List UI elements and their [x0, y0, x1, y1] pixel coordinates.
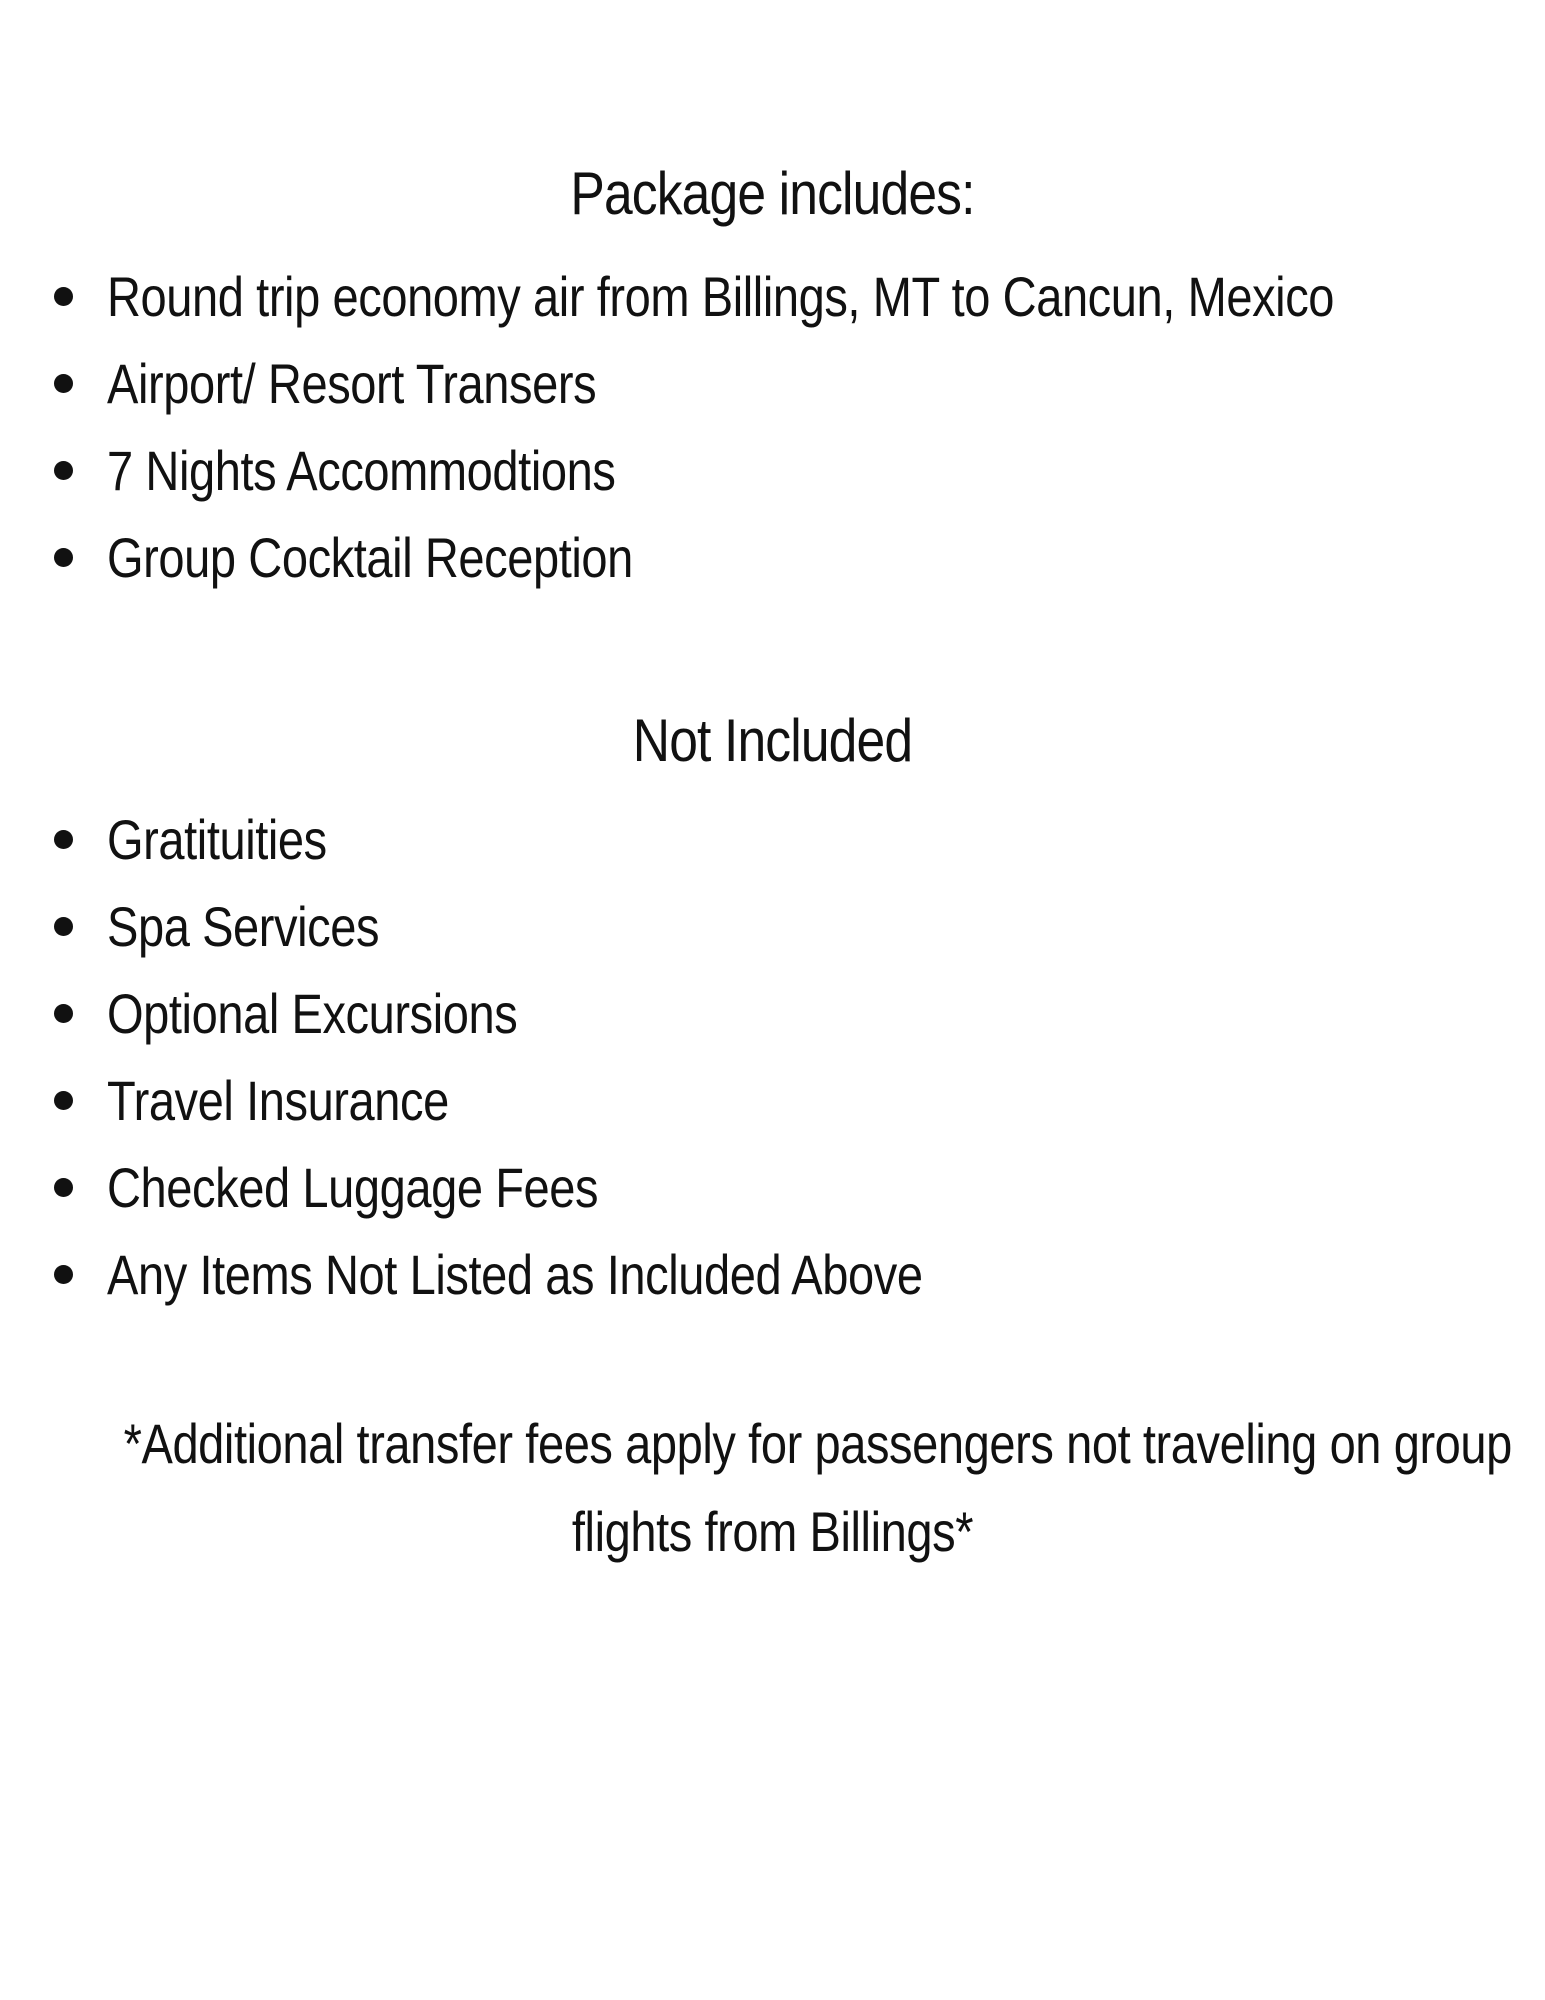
list-item — [0, 1148, 1545, 1235]
bullet-icon — [54, 287, 73, 306]
not-included-list — [0, 800, 1545, 1322]
list-item-text: Group Cocktail Reception — [107, 526, 633, 589]
included-list — [0, 257, 1545, 605]
list-item-text: Round trip economy air from Billings, MT to Cancun, Mexico — [107, 265, 1335, 328]
list-item — [0, 1061, 1545, 1148]
bullet-icon — [54, 917, 73, 936]
bullet-icon — [54, 548, 73, 567]
not-included-heading: Not Included — [632, 707, 913, 774]
list-item-text: Spa Services — [107, 895, 380, 958]
bullet-icon — [54, 1265, 73, 1284]
footnote-line-2: flights from Billings* — [571, 1500, 974, 1563]
bullet-icon — [54, 1178, 73, 1197]
footnote — [0, 1400, 1545, 1576]
included-heading: Package includes: — [570, 160, 975, 227]
bullet-icon — [54, 374, 73, 393]
list-item — [0, 431, 1545, 518]
footnote-line-1: *Additional transfer fees apply for passengers not traveling on group — [123, 1412, 1512, 1475]
list-item-text: 7 Nights Accommodtions — [107, 439, 616, 502]
bullet-icon — [54, 830, 73, 849]
list-item — [0, 257, 1545, 344]
list-item — [0, 344, 1545, 431]
bullet-icon — [54, 461, 73, 480]
list-item-text: Airport/ Resort Transers — [107, 352, 597, 415]
list-item-text: Any Items Not Listed as Included Above — [107, 1243, 923, 1306]
list-item — [0, 974, 1545, 1061]
list-item-text: Travel Insurance — [107, 1069, 449, 1132]
bullet-icon — [54, 1091, 73, 1110]
list-item-text: Gratituities — [107, 808, 327, 871]
list-item-text: Checked Luggage Fees — [107, 1156, 599, 1219]
list-item — [0, 800, 1545, 887]
list-item-text: Optional Excursions — [107, 982, 518, 1045]
list-item — [0, 1235, 1545, 1322]
list-item — [0, 518, 1545, 605]
bullet-icon — [54, 1004, 73, 1023]
list-item — [0, 887, 1545, 974]
